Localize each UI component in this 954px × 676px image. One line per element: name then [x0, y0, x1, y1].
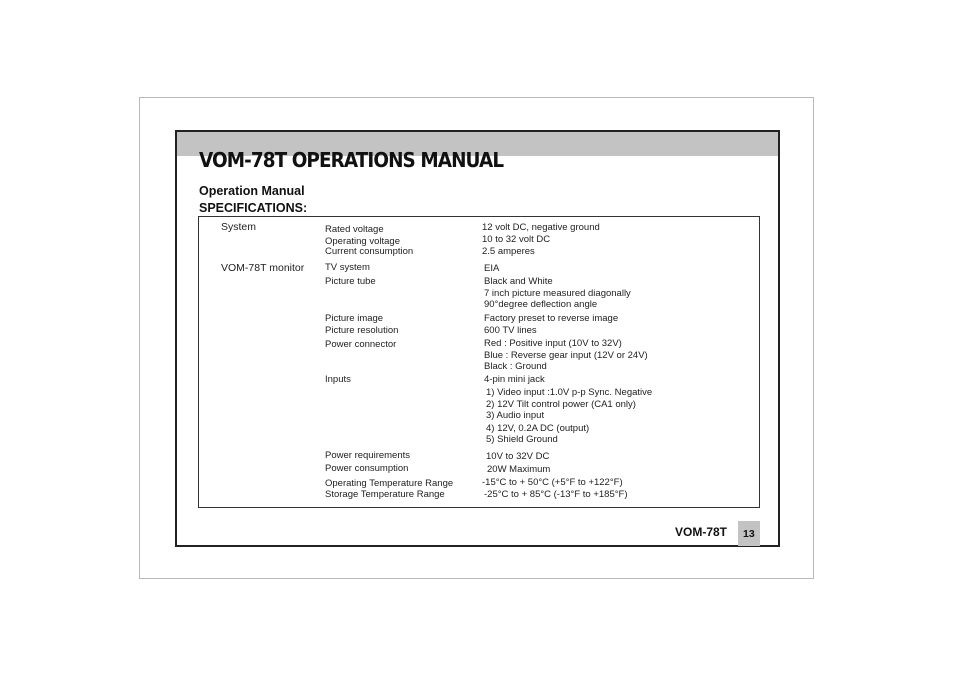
- value-tv-system: EIA: [484, 263, 500, 274]
- value-picture-tube: Black and White: [484, 276, 553, 287]
- footer-model: VOM-78T: [675, 525, 728, 539]
- section-heading: SPECIFICATIONS:: [199, 201, 308, 215]
- label-power-requirements: Power requirements: [325, 450, 411, 461]
- value-current-consumption: 2.5 amperes: [482, 246, 535, 257]
- value-inputs: 5) Shield Ground: [486, 434, 558, 445]
- value-power-connector: Red : Positive input (10V to 32V): [484, 338, 622, 349]
- value-power-connector: Blue : Reverse gear input (12V or 24V): [484, 350, 648, 361]
- page-number: 13: [743, 528, 755, 540]
- label-current-consumption: Current consumption: [325, 246, 414, 257]
- value-power-connector: Black : Ground: [484, 361, 547, 372]
- value-operating-temperature: -15°C to + 50°C (+5°F to +122°F): [482, 477, 623, 488]
- manual-page: [175, 130, 780, 547]
- label-picture-tube: Picture tube: [325, 276, 376, 287]
- page-subtitle: Operation Manual: [199, 184, 305, 198]
- value-picture-tube: 90°degree deflection angle: [484, 299, 598, 310]
- value-inputs: 2) 12V Tilt control power (CA1 only): [486, 399, 636, 410]
- value-inputs: 3) Audio input: [486, 410, 545, 421]
- label-operating-voltage: Operating voltage: [325, 236, 400, 247]
- value-power-requirements: 10V to 32V DC: [486, 451, 550, 462]
- page-title: VOM-78T OPERATIONS MANUAL: [199, 148, 504, 172]
- value-inputs: 1) Video input :1.0V p-p Sync. Negative: [486, 387, 653, 398]
- value-power-consumption: 20W Maximum: [487, 464, 551, 475]
- value-inputs: 4-pin mini jack: [484, 374, 545, 385]
- category-system: System: [221, 221, 257, 233]
- value-picture-tube: 7 inch picture measured diagonally: [484, 288, 631, 299]
- value-picture-resolution: 600 TV lines: [484, 325, 537, 336]
- value-storage-temperature: -25°C to + 85°C (-13°F to +185°F): [484, 489, 628, 500]
- label-power-connector: Power connector: [325, 339, 397, 350]
- category-monitor: VOM-78T monitor: [221, 262, 305, 274]
- label-tv-system: TV system: [325, 262, 370, 273]
- label-inputs: Inputs: [325, 374, 351, 385]
- label-picture-resolution: Picture resolution: [325, 325, 399, 336]
- label-picture-image: Picture image: [325, 313, 384, 324]
- value-operating-voltage: 10 to 32 volt DC: [482, 234, 551, 245]
- specifications-table: [198, 216, 760, 508]
- value-rated-voltage: 12 volt DC, negative ground: [482, 222, 600, 233]
- label-operating-temperature: Operating Temperature Range: [325, 478, 454, 489]
- label-rated-voltage: Rated voltage: [325, 224, 384, 235]
- label-storage-temperature: Storage Temperature Range: [325, 489, 445, 500]
- value-picture-image: Factory preset to reverse image: [484, 313, 619, 324]
- label-power-consumption: Power consumption: [325, 463, 409, 474]
- value-inputs: 4) 12V, 0.2A DC (output): [486, 423, 590, 434]
